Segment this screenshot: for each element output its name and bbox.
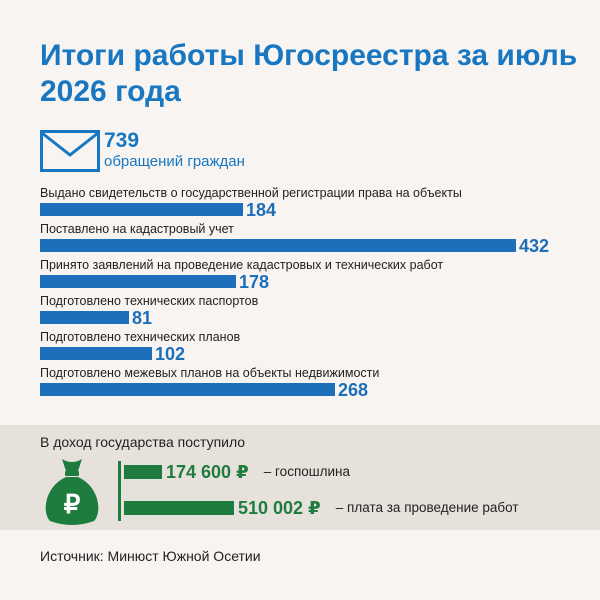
- appeals-label: обращений граждан: [104, 153, 245, 170]
- income-title: В доход государства поступило: [40, 434, 246, 450]
- bar: [40, 383, 335, 396]
- appeals-count: 739: [104, 129, 140, 152]
- bar: [40, 203, 243, 216]
- income-bar: [124, 465, 162, 479]
- income-value: 510 002 ₽: [238, 498, 321, 518]
- income-bracket: [118, 461, 121, 521]
- income-description: – госпошлина: [263, 464, 350, 479]
- bar-value: 178: [239, 272, 270, 292]
- bar: [40, 347, 152, 360]
- bar: [40, 239, 516, 252]
- bar-label: Выдано свидетельств о государственной регистрации права на объекты: [40, 186, 462, 200]
- bar-chart: [40, 0, 600, 420]
- bar: [40, 275, 236, 288]
- money-bag-ruble-icon: [40, 455, 104, 527]
- bar-label: Поставлено на кадастровый учет: [40, 222, 234, 236]
- bar-value: 268: [338, 380, 369, 400]
- bar-value: 432: [519, 236, 550, 256]
- bar-value: 81: [132, 308, 153, 328]
- bar-label: Подготовлено технических планов: [40, 330, 241, 344]
- bar-label: Подготовлено межевых планов на объекты недвижимости: [40, 366, 380, 380]
- income-bar: [124, 501, 234, 515]
- bar-label: Подготовлено технических паспортов: [40, 294, 259, 308]
- page-title: Итоги работы Югосреестра за июль 2026 года: [40, 39, 578, 108]
- bar-label: Принято заявлений на проведение кадастровых и технических работ: [40, 258, 444, 272]
- bar-value: 184: [246, 200, 277, 220]
- income-panel: [0, 425, 600, 530]
- income-description: – плата за проведение работ: [335, 500, 519, 515]
- bar: [40, 311, 129, 324]
- svg-text:₽: ₽: [63, 489, 81, 519]
- source-note: Источник: Минюст Южной Осетии: [40, 548, 261, 564]
- bar-value: 102: [155, 344, 186, 364]
- income-value: 174 600 ₽: [166, 462, 249, 482]
